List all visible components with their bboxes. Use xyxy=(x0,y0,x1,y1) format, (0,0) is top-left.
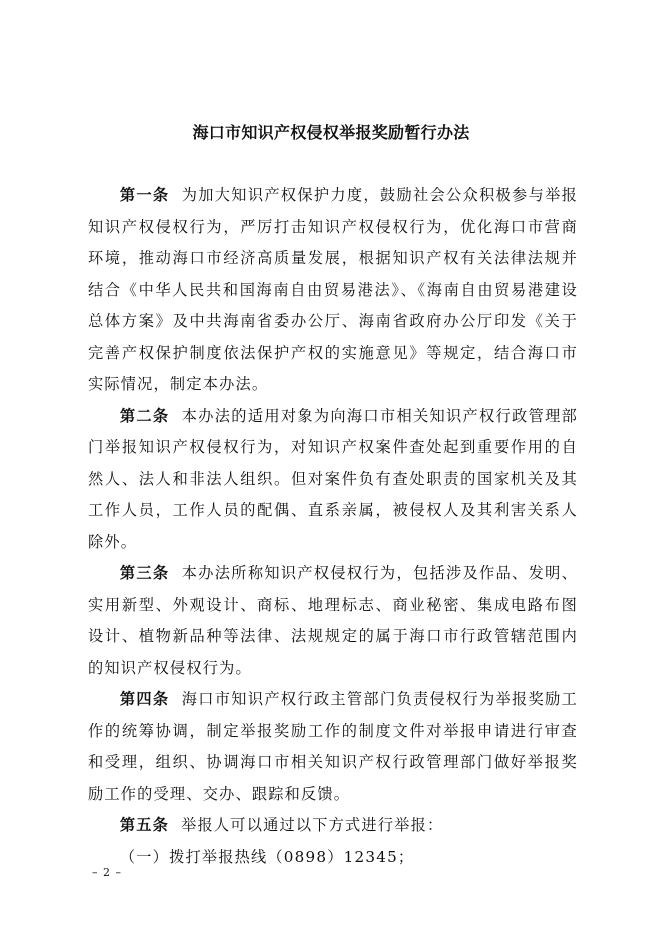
article-heading: 第二条 xyxy=(119,406,170,425)
article-text: 为加大知识产权保护力度，鼓励社会公众积极参与举报知识产权侵权行为，严厉打击知识产权侵权行为，优化海口市营商环境，推动海口市经济高质量发展，根据知识产权有关法律法规并结合《中华人民共和国海南自由贸易港法》、《海南自由贸易港建设总体方案》及中共海南省委办公厅、海南省政府办公厅印发《关于完善产权保护制度依法保护产权的实施意见》等规定，结合海口市实际情况，制定本办法。 xyxy=(88,186,578,393)
article-heading: 第三条 xyxy=(119,564,170,582)
article-1-paragraph xyxy=(88,180,578,401)
article-3-paragraph xyxy=(88,558,578,684)
article-4-paragraph xyxy=(88,684,578,810)
article-text: 本办法所称知识产权侵权行为，包括涉及作品、发明、实用新型、外观设计、商标、地理标志、商业秘密、集成电路布图设计、植物新品种等法律、法规规定的属于海口市行政管辖范围内的知识产权侵权行为。 xyxy=(88,564,578,677)
article-heading: 第五条 xyxy=(119,816,170,834)
document-body xyxy=(88,180,578,873)
article-text: 举报人可以通过以下方式进行举报： xyxy=(181,816,444,834)
article-5-paragraph xyxy=(88,810,578,842)
article-heading: 第一条 xyxy=(119,186,170,204)
article-text: 本办法的适用对象为向海口市相关知识产权行政管理部门举报知识产权侵权行为，对知识产权案件查处起到重要作用的自然人、法人和非法人组织。但对案件负有查处职责的国家机关及其工作人员，工作人员的配偶、直系亲属，被侵权人及其利害关系人除外。 xyxy=(88,406,578,551)
list-item-text: （一）拨打举报热线（0898）12345； xyxy=(119,847,415,866)
list-item-paragraph xyxy=(88,842,578,874)
page-number: – 2 – xyxy=(92,866,122,879)
article-2-paragraph xyxy=(88,401,578,559)
document-title: 海口市知识产权侵权举报奖励暂行办法 xyxy=(192,123,470,142)
article-text: 海口市知识产权行政主管部门负责侵权行为举报奖励工作的统筹协调，制定举报奖励工作的制度文件对举报申请进行审查和受理，组织、协调海口市相关知识产权行政管理部门做好举报奖励工作的受理、交办、跟踪和反馈。 xyxy=(88,690,578,803)
article-heading: 第四条 xyxy=(119,690,170,708)
